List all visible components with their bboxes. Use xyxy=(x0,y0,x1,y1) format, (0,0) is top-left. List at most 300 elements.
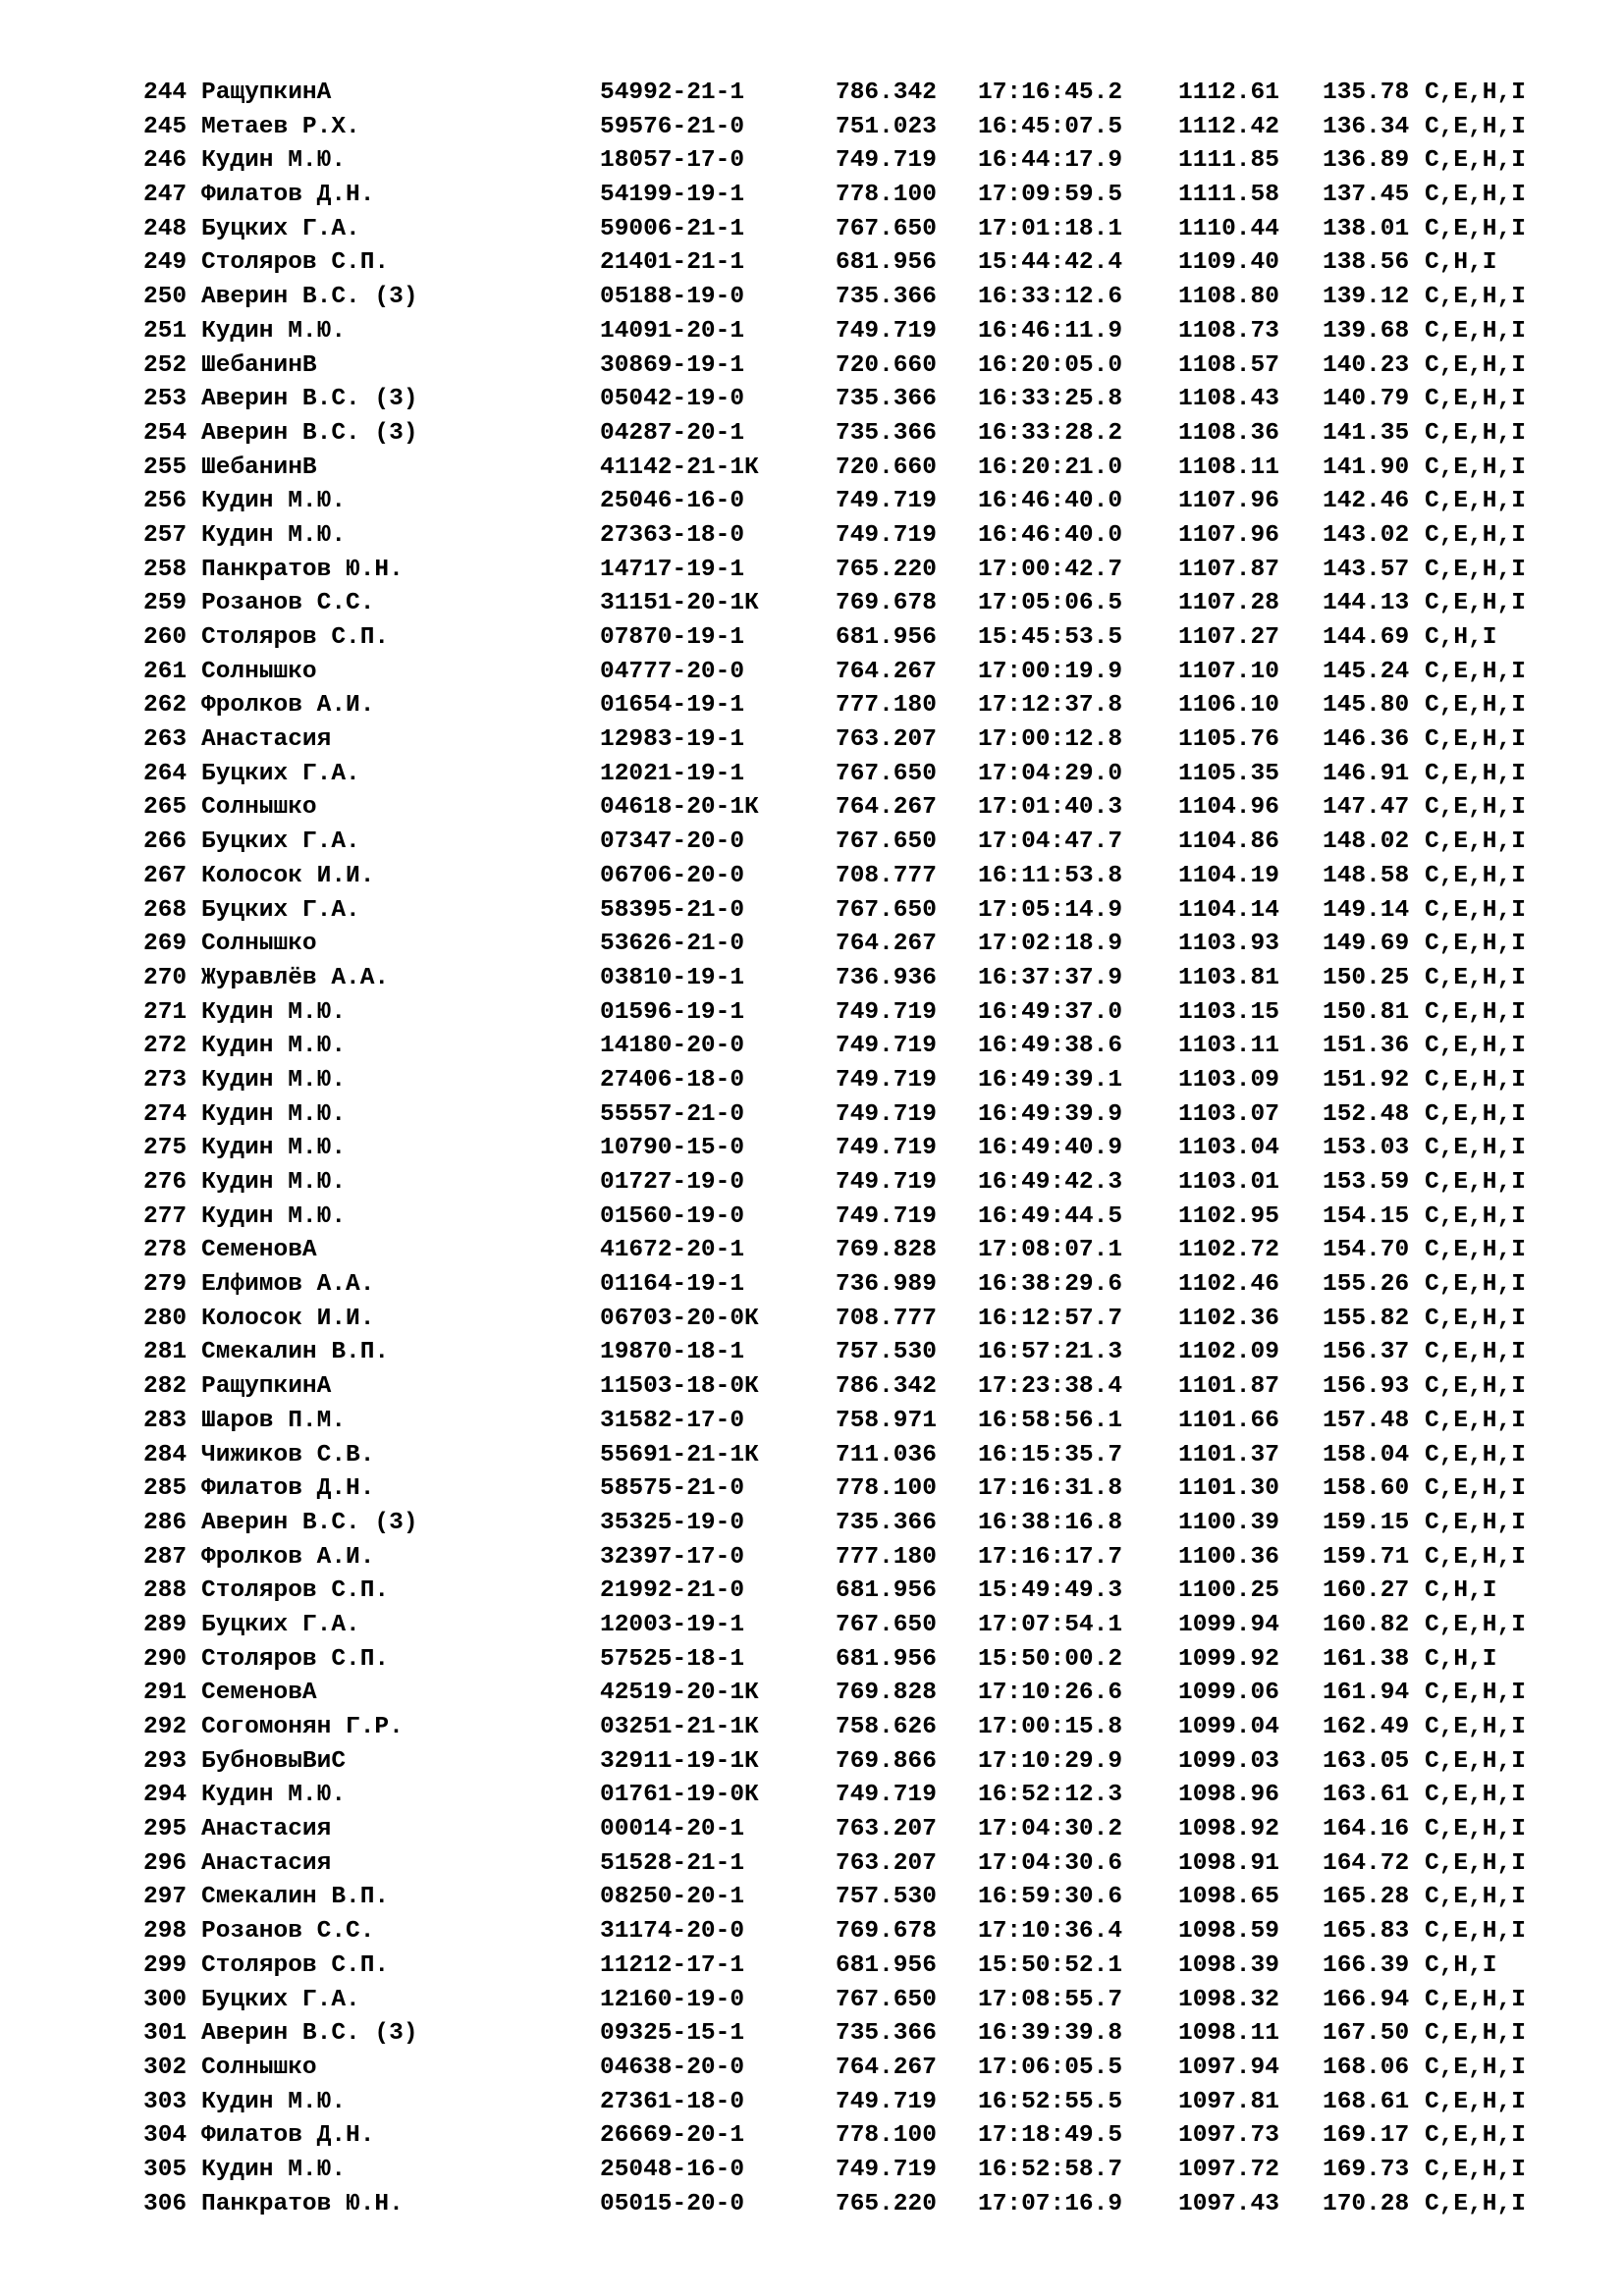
place-number: 300 xyxy=(143,1986,187,2013)
arrival-time: 17:00:42.7 xyxy=(978,556,1123,583)
fancier-name: Буцких Г.А. xyxy=(201,760,360,787)
spacer xyxy=(187,1234,201,1268)
flags: C,H,I xyxy=(1425,1577,1497,1605)
fancier-name: Аверин В.С. (3) xyxy=(201,1509,418,1536)
fancier-name: Анастасия xyxy=(201,1849,332,1877)
place-number: 296 xyxy=(143,1849,187,1877)
fancier-name: Кудин М.Ю. xyxy=(201,1066,347,1094)
table-row xyxy=(143,315,1582,349)
flags: C,E,H,I xyxy=(1425,1271,1526,1299)
fancier-name: СеменовА xyxy=(201,1680,317,1707)
arrival-time: 16:12:57.7 xyxy=(978,1305,1123,1332)
ring-number: 10790-15-0 xyxy=(600,1135,745,1162)
spacer xyxy=(187,144,201,179)
distance: 749.719 xyxy=(836,1066,937,1094)
arrival-time: 16:49:44.5 xyxy=(978,1202,1123,1230)
fancier-name: Филатов Д.Н. xyxy=(201,1475,375,1503)
ring-number: 31174-20-0 xyxy=(600,1918,745,1946)
ring-number: 55557-21-0 xyxy=(600,1100,745,1128)
coefficient: 166.39 xyxy=(1323,1951,1410,1979)
flags: C,E,H,I xyxy=(1425,454,1526,481)
coefficient: 164.72 xyxy=(1323,1849,1410,1877)
ring-number: 12983-19-1 xyxy=(600,726,745,754)
coefficient: 149.14 xyxy=(1323,896,1410,924)
coefficient: 136.34 xyxy=(1323,113,1410,140)
coefficient: 160.27 xyxy=(1323,1577,1410,1605)
place-number: 260 xyxy=(143,624,187,651)
coefficient: 138.56 xyxy=(1323,249,1410,277)
spacer xyxy=(187,213,201,247)
place-number: 259 xyxy=(143,590,187,617)
place-number: 255 xyxy=(143,454,187,481)
table-row xyxy=(143,723,1582,758)
spacer xyxy=(187,1779,201,1813)
ring-number: 21401-21-1 xyxy=(600,249,745,277)
spacer xyxy=(187,1064,201,1098)
place-number: 299 xyxy=(143,1951,187,1979)
table-row xyxy=(143,1609,1582,1643)
fancier-name: Буцких Г.А. xyxy=(201,896,360,924)
spacer xyxy=(187,1949,201,1984)
distance: 758.971 xyxy=(836,1407,937,1434)
fancier-name: Буцких Г.А. xyxy=(201,1611,360,1638)
spacer xyxy=(187,349,201,384)
distance: 767.650 xyxy=(836,1611,937,1638)
place-number: 292 xyxy=(143,1714,187,1740)
distance: 769.866 xyxy=(836,1747,937,1775)
place-number: 285 xyxy=(143,1475,187,1503)
speed: 1104.14 xyxy=(1178,896,1279,924)
speed: 1102.46 xyxy=(1178,1271,1279,1299)
spacer xyxy=(187,1881,201,1915)
spacer xyxy=(187,417,201,452)
ring-number: 27363-18-0 xyxy=(600,521,745,549)
ring-number: 41672-20-1 xyxy=(600,1237,745,1264)
spacer xyxy=(187,826,201,860)
speed: 1097.81 xyxy=(1178,2088,1279,2115)
spacer xyxy=(187,2086,201,2120)
ring-number: 14180-20-0 xyxy=(600,1033,745,1060)
flags: C,E,H,I xyxy=(1425,2088,1526,2115)
place-number: 289 xyxy=(143,1611,187,1638)
spacer xyxy=(187,1915,201,1949)
arrival-time: 16:49:39.9 xyxy=(978,1100,1123,1128)
table-row xyxy=(143,2119,1582,2154)
spacer xyxy=(187,2052,201,2086)
table-row xyxy=(143,791,1582,826)
arrival-time: 17:16:45.2 xyxy=(978,80,1123,106)
speed: 1111.85 xyxy=(1178,147,1279,175)
flags: C,E,H,I xyxy=(1425,1849,1526,1877)
table-row xyxy=(143,213,1582,247)
ring-number: 01596-19-1 xyxy=(600,998,745,1026)
arrival-time: 17:04:29.0 xyxy=(978,760,1123,787)
spacer xyxy=(187,2119,201,2154)
arrival-time: 16:46:40.0 xyxy=(978,521,1123,549)
ring-number: 35325-19-0 xyxy=(600,1509,745,1536)
spacer xyxy=(187,554,201,588)
spacer xyxy=(187,1030,201,1064)
fancier-name: Смекалин В.П. xyxy=(201,1884,390,1911)
flags: C,E,H,I xyxy=(1425,1747,1526,1775)
ring-number: 04777-20-0 xyxy=(600,658,745,685)
fancier-name: Кудин М.Ю. xyxy=(201,1033,347,1060)
flags: C,E,H,I xyxy=(1425,658,1526,685)
distance: 681.956 xyxy=(836,1577,937,1605)
flags: C,E,H,I xyxy=(1425,317,1526,345)
fancier-name: Солнышко xyxy=(201,931,317,958)
speed: 1112.42 xyxy=(1178,113,1279,140)
place-number: 249 xyxy=(143,249,187,277)
spacer xyxy=(187,1711,201,1745)
arrival-time: 16:49:37.0 xyxy=(978,998,1123,1026)
distance: 681.956 xyxy=(836,1645,937,1673)
fancier-name: Кудин М.Ю. xyxy=(201,2156,347,2183)
place-number: 306 xyxy=(143,2190,187,2217)
table-row xyxy=(143,1575,1582,1609)
arrival-time: 17:01:40.3 xyxy=(978,794,1123,822)
table-row xyxy=(143,587,1582,621)
arrival-time: 16:15:35.7 xyxy=(978,1441,1123,1468)
ring-number: 12003-19-1 xyxy=(600,1611,745,1638)
coefficient: 143.57 xyxy=(1323,556,1410,583)
table-row xyxy=(143,1847,1582,1882)
fancier-name: ШебанинВ xyxy=(201,454,317,481)
fancier-name: СеменовА xyxy=(201,1237,317,1264)
spacer xyxy=(187,1745,201,1780)
flags: C,E,H,I xyxy=(1425,1237,1526,1264)
speed: 1107.96 xyxy=(1178,521,1279,549)
flags: C,E,H,I xyxy=(1425,80,1526,106)
place-number: 281 xyxy=(143,1339,187,1366)
flags: C,E,H,I xyxy=(1425,828,1526,856)
fancier-name: Столяров С.П. xyxy=(201,1645,390,1673)
place-number: 246 xyxy=(143,147,187,175)
arrival-time: 17:05:14.9 xyxy=(978,896,1123,924)
fancier-name: Кудин М.Ю. xyxy=(201,521,347,549)
coefficient: 168.06 xyxy=(1323,2054,1410,2081)
flags: C,E,H,I xyxy=(1425,1100,1526,1128)
speed: 1108.57 xyxy=(1178,351,1279,379)
place-number: 256 xyxy=(143,488,187,515)
place-number: 274 xyxy=(143,1100,187,1128)
spacer xyxy=(187,2188,201,2222)
distance: 735.366 xyxy=(836,419,937,447)
distance: 720.660 xyxy=(836,454,937,481)
table-row xyxy=(143,656,1582,690)
fancier-name: Буцких Г.А. xyxy=(201,1986,360,2013)
spacer xyxy=(187,1609,201,1643)
speed: 1098.92 xyxy=(1178,1816,1279,1843)
coefficient: 154.70 xyxy=(1323,1237,1410,1264)
table-row xyxy=(143,1813,1582,1847)
distance: 764.267 xyxy=(836,658,937,685)
coefficient: 168.61 xyxy=(1323,2088,1410,2115)
table-row xyxy=(143,1472,1582,1507)
flags: C,E,H,I xyxy=(1425,590,1526,617)
distance: 769.828 xyxy=(836,1680,937,1707)
fancier-name: Столяров С.П. xyxy=(201,249,390,277)
fancier-name: БубновыВиС xyxy=(201,1747,347,1775)
coefficient: 166.94 xyxy=(1323,1986,1410,2013)
flags: C,E,H,I xyxy=(1425,215,1526,242)
flags: C,E,H,I xyxy=(1425,998,1526,1026)
speed: 1102.09 xyxy=(1178,1339,1279,1366)
spacer xyxy=(187,656,201,690)
speed: 1104.96 xyxy=(1178,794,1279,822)
ring-number: 32397-17-0 xyxy=(600,1543,745,1571)
table-row xyxy=(143,2154,1582,2188)
fancier-name: Филатов Д.Н. xyxy=(201,2122,375,2150)
coefficient: 136.89 xyxy=(1323,147,1410,175)
fancier-name: Филатов Д.Н. xyxy=(201,182,375,209)
coefficient: 148.02 xyxy=(1323,828,1410,856)
speed: 1098.32 xyxy=(1178,1986,1279,2013)
arrival-time: 17:00:15.8 xyxy=(978,1714,1123,1740)
flags: C,E,H,I xyxy=(1425,1475,1526,1503)
distance: 749.719 xyxy=(836,1202,937,1230)
arrival-time: 16:11:53.8 xyxy=(978,862,1123,889)
spacer xyxy=(187,1677,201,1711)
flags: C,E,H,I xyxy=(1425,862,1526,889)
flags: C,E,H,I xyxy=(1425,1509,1526,1536)
ring-number: 41142-21-1К xyxy=(600,454,759,481)
coefficient: 156.93 xyxy=(1323,1373,1410,1401)
place-number: 304 xyxy=(143,2122,187,2150)
ring-number: 31582-17-0 xyxy=(600,1407,745,1434)
coefficient: 141.35 xyxy=(1323,419,1410,447)
ring-number: 08250-20-1 xyxy=(600,1884,745,1911)
place-number: 269 xyxy=(143,931,187,958)
fancier-name: Колосок И.И. xyxy=(201,862,375,889)
ring-number: 30869-19-1 xyxy=(600,351,745,379)
ring-number: 06706-20-0 xyxy=(600,862,745,889)
fancier-name: Розанов С.С. xyxy=(201,1918,375,1946)
place-number: 264 xyxy=(143,760,187,787)
speed: 1107.28 xyxy=(1178,590,1279,617)
speed: 1102.72 xyxy=(1178,1237,1279,1264)
distance: 711.036 xyxy=(836,1441,937,1468)
place-number: 290 xyxy=(143,1645,187,1673)
fancier-name: Кудин М.Ю. xyxy=(201,2088,347,2115)
flags: C,E,H,I xyxy=(1425,1305,1526,1332)
distance: 767.650 xyxy=(836,215,937,242)
distance: 749.719 xyxy=(836,1100,937,1128)
distance: 751.023 xyxy=(836,113,937,140)
fancier-name: Анастасия xyxy=(201,726,332,754)
place-number: 270 xyxy=(143,964,187,991)
spacer xyxy=(187,791,201,826)
table-row xyxy=(143,452,1582,486)
place-number: 247 xyxy=(143,182,187,209)
speed: 1111.58 xyxy=(1178,182,1279,209)
distance: 769.678 xyxy=(836,1918,937,1946)
speed: 1102.36 xyxy=(1178,1305,1279,1332)
place-number: 248 xyxy=(143,215,187,242)
place-number: 305 xyxy=(143,2156,187,2183)
fancier-name: Согомонян Г.Р. xyxy=(201,1714,404,1740)
flags: C,E,H,I xyxy=(1425,521,1526,549)
arrival-time: 17:01:18.1 xyxy=(978,215,1123,242)
speed: 1107.96 xyxy=(1178,488,1279,515)
distance: 749.719 xyxy=(836,2156,937,2183)
place-number: 254 xyxy=(143,419,187,447)
spacer xyxy=(187,758,201,792)
coefficient: 155.82 xyxy=(1323,1305,1410,1332)
arrival-time: 16:58:56.1 xyxy=(978,1407,1123,1434)
fancier-name: Фролков А.И. xyxy=(201,692,375,720)
distance: 767.650 xyxy=(836,760,937,787)
coefficient: 151.92 xyxy=(1323,1066,1410,1094)
distance: 765.220 xyxy=(836,2190,937,2217)
place-number: 266 xyxy=(143,828,187,856)
place-number: 303 xyxy=(143,2088,187,2115)
arrival-time: 17:08:07.1 xyxy=(978,1237,1123,1264)
ring-number: 12021-19-1 xyxy=(600,760,745,787)
speed: 1098.11 xyxy=(1178,2020,1279,2048)
coefficient: 146.91 xyxy=(1323,760,1410,787)
speed: 1097.94 xyxy=(1178,2054,1279,2081)
spacer xyxy=(187,383,201,417)
flags: C,E,H,I xyxy=(1425,1135,1526,1162)
flags: C,E,H,I xyxy=(1425,182,1526,209)
spacer xyxy=(187,1813,201,1847)
flags: C,E,H,I xyxy=(1425,556,1526,583)
fancier-name: Столяров С.П. xyxy=(201,1577,390,1605)
coefficient: 170.28 xyxy=(1323,2190,1410,2217)
arrival-time: 17:05:06.5 xyxy=(978,590,1123,617)
arrival-time: 16:38:16.8 xyxy=(978,1509,1123,1536)
speed: 1099.94 xyxy=(1178,1611,1279,1638)
table-row xyxy=(143,928,1582,962)
flags: C,E,H,I xyxy=(1425,419,1526,447)
spacer xyxy=(187,587,201,621)
flags: C,E,H,I xyxy=(1425,2156,1526,2183)
place-number: 268 xyxy=(143,896,187,924)
flags: C,E,H,I xyxy=(1425,1202,1526,1230)
ring-number: 25048-16-0 xyxy=(600,2156,745,2183)
ring-number: 58575-21-0 xyxy=(600,1475,745,1503)
speed: 1104.86 xyxy=(1178,828,1279,856)
place-number: 257 xyxy=(143,521,187,549)
ring-number: 18057-17-0 xyxy=(600,147,745,175)
fancier-name: Чижиков С.В. xyxy=(201,1441,375,1468)
table-row xyxy=(143,2052,1582,2086)
arrival-time: 16:20:05.0 xyxy=(978,351,1123,379)
flags: C,E,H,I xyxy=(1425,794,1526,822)
distance: 757.530 xyxy=(836,1339,937,1366)
coefficient: 142.46 xyxy=(1323,488,1410,515)
distance: 764.267 xyxy=(836,931,937,958)
speed: 1109.40 xyxy=(1178,249,1279,277)
distance: 749.719 xyxy=(836,2088,937,2115)
fancier-name: Аверин В.С. (3) xyxy=(201,284,418,311)
fancier-name: Кудин М.Ю. xyxy=(201,1135,347,1162)
flags: C,E,H,I xyxy=(1425,2054,1526,2081)
speed: 1101.30 xyxy=(1178,1475,1279,1503)
speed: 1108.80 xyxy=(1178,284,1279,311)
table-row xyxy=(143,2017,1582,2052)
distance: 777.180 xyxy=(836,692,937,720)
speed: 1103.93 xyxy=(1178,931,1279,958)
spacer xyxy=(187,621,201,656)
speed: 1104.19 xyxy=(1178,862,1279,889)
coefficient: 140.23 xyxy=(1323,351,1410,379)
distance: 764.267 xyxy=(836,2054,937,2081)
table-row xyxy=(143,1881,1582,1915)
ring-number: 05188-19-0 xyxy=(600,284,745,311)
distance: 778.100 xyxy=(836,182,937,209)
arrival-time: 17:09:59.5 xyxy=(978,182,1123,209)
distance: 765.220 xyxy=(836,556,937,583)
table-row xyxy=(143,1268,1582,1303)
place-number: 258 xyxy=(143,556,187,583)
spacer xyxy=(187,1303,201,1337)
flags: C,E,H,I xyxy=(1425,760,1526,787)
ring-number: 53626-21-0 xyxy=(600,931,745,958)
arrival-time: 17:00:12.8 xyxy=(978,726,1123,754)
flags: C,E,H,I xyxy=(1425,1033,1526,1060)
ring-number: 11212-17-1 xyxy=(600,1951,745,1979)
distance: 786.342 xyxy=(836,80,937,106)
fancier-name: Кудин М.Ю. xyxy=(201,998,347,1026)
speed: 1099.03 xyxy=(1178,1747,1279,1775)
speed: 1099.06 xyxy=(1178,1680,1279,1707)
flags: C,E,H,I xyxy=(1425,1066,1526,1094)
flags: C,E,H,I xyxy=(1425,726,1526,754)
speed: 1105.35 xyxy=(1178,760,1279,787)
speed: 1101.87 xyxy=(1178,1373,1279,1401)
fancier-name: Солнышко xyxy=(201,658,317,685)
ring-number: 26669-20-1 xyxy=(600,2122,745,2150)
speed: 1108.11 xyxy=(1178,454,1279,481)
table-row xyxy=(143,281,1582,315)
fancier-name: Метаев Р.Х. xyxy=(201,113,360,140)
flags: C,E,H,I xyxy=(1425,147,1526,175)
distance: 735.366 xyxy=(836,1509,937,1536)
distance: 749.719 xyxy=(836,521,937,549)
ring-number: 03810-19-1 xyxy=(600,964,745,991)
table-row xyxy=(143,1677,1582,1711)
ring-number: 05015-20-0 xyxy=(600,2190,745,2217)
table-row xyxy=(143,1949,1582,1984)
table-row xyxy=(143,1643,1582,1678)
ring-number: 07870-19-1 xyxy=(600,624,745,651)
place-number: 251 xyxy=(143,317,187,345)
coefficient: 160.82 xyxy=(1323,1611,1410,1638)
ring-number: 59576-21-0 xyxy=(600,113,745,140)
arrival-time: 17:08:55.7 xyxy=(978,1986,1123,2013)
spacer xyxy=(187,246,201,281)
place-number: 293 xyxy=(143,1747,187,1775)
spacer xyxy=(187,689,201,723)
fancier-name: Аверин В.С. (3) xyxy=(201,386,418,413)
fancier-name: Буцких Г.А. xyxy=(201,215,360,242)
speed: 1101.66 xyxy=(1178,1407,1279,1434)
table-row xyxy=(143,179,1582,213)
distance: 749.719 xyxy=(836,998,937,1026)
distance: 749.719 xyxy=(836,488,937,515)
distance: 681.956 xyxy=(836,249,937,277)
table-row xyxy=(143,2086,1582,2120)
table-row xyxy=(143,1779,1582,1813)
place-number: 272 xyxy=(143,1033,187,1060)
table-row xyxy=(143,485,1582,519)
table-row xyxy=(143,1234,1582,1268)
flags: C,E,H,I xyxy=(1425,1373,1526,1401)
table-row xyxy=(143,860,1582,894)
table-row xyxy=(143,349,1582,384)
